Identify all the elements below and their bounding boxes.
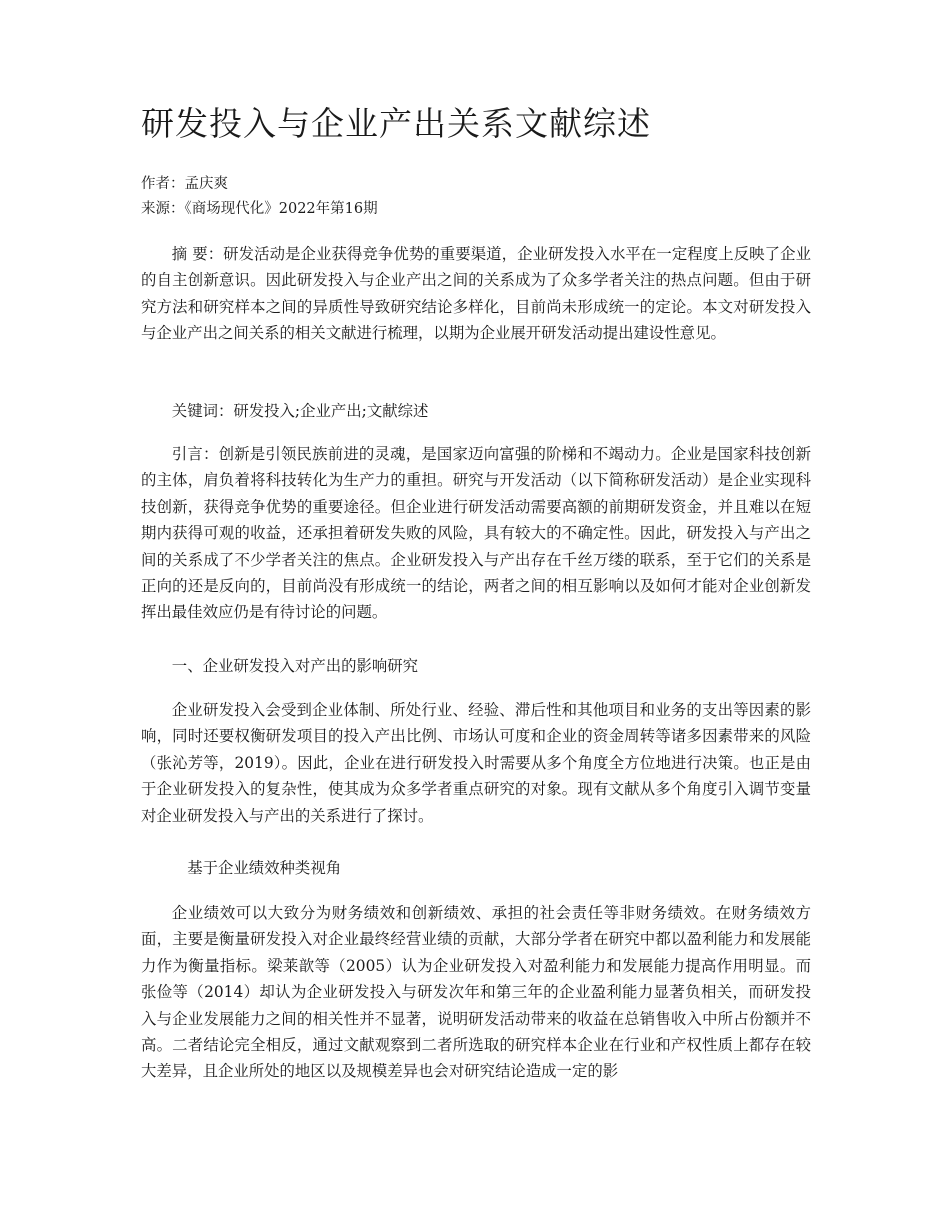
- subsection-paragraph: 企业绩效可以大致分为财务绩效和创新绩效、承担的社会责任等非财务绩效。在财务绩效方面，主要是衡量研发投入对企业最终经营业绩的贡献，大部分学者在研究中都以盈利能力和发展能力作为衡量指标。梁莱歆等（2005）认为企业研发投入对盈利能力和发展能力提高作用明显。而张俭等（2014）却认为企业研发投入与研发次年和第三年的企业盈利能力显著负相关，而研发投入与企业发展能力之间的相关性并不显著，说明研发活动带来的收益在总销售收入中所占份额并不高。二者结论完全相反，通过文献观察到二者所选取的研究样本企业在行业和产权性质上都存在较大差异，且企业所处的地区以及规模差异也会对研究结论造成一定的影: [141, 904, 811, 1081]
- keywords-line: 关键词：研发投入;企业产出;文献综述: [171, 402, 429, 420]
- intro-paragraph: 引言：创新是引领民族前进的灵魂，是国家迈向富强的阶梯和不竭动力。企业是国家科技创新的主体，肩负着将科技转化为生产力的重担。研究与开发活动（以下简称研发活动）是企业实现科技创新，获得竞争优势的重要途径。但企业进行研发活动需要高额的前期研发资金，并且难以在短期内获得可观的收益，还承担着研发失败的风险，具有较大的不确定性。因此，研发投入与产出之间的关系成了不少学者关注的焦点。企业研发投入与产出存在千丝万缕的联系，至于它们的关系是正向的还是反向的，目前尚没有形成统一的结论，两者之间的相互影响以及如何才能对企业创新发挥出最佳效应仍是有待讨论的问题。: [141, 445, 811, 622]
- article-title: 研发投入与企业产出关系文献综述: [141, 104, 651, 143]
- section-paragraph: 企业研发投入会受到企业体制、所处行业、经验、滞后性和其他项目和业务的支出等因素的影响，同时还要权衡研发项目的投入产出比例、市场认可度和企业的资金周转等诸多因素带来的风险（张沁芳等，2019）。因此，企业在进行研发投入时需要从多个角度全方位地进行决策。也正是由于企业研发投入的复杂性，使其成为众多学者重点研究的对象。现有文献从多个角度引入调节变量对企业研发投入与产出的关系进行了探讨。: [141, 701, 811, 825]
- source-line: 来源：《商场现代化》2022年第16期: [141, 201, 378, 217]
- abstract-paragraph: 摘 要：研发活动是企业获得竞争优势的重要渠道，企业研发投入水平在一定程度上反映了企业的自主创新意识。因此研发投入与企业产出之间的关系成为了众多学者关注的热点问题。但由于研究方法和研究样本之间的异质性导致研究结论多样化，目前尚未形成统一的定论。本文对研发投入与企业产出之间关系的相关文献进行梳理，以期为企业展开研发活动提出建设性意见。: [141, 245, 811, 343]
- subsection-heading: 基于企业绩效种类视角: [187, 859, 342, 877]
- author-line: 作者：孟庆爽: [141, 176, 228, 192]
- section-heading: 一、企业研发投入对产出的影响研究: [171, 657, 419, 675]
